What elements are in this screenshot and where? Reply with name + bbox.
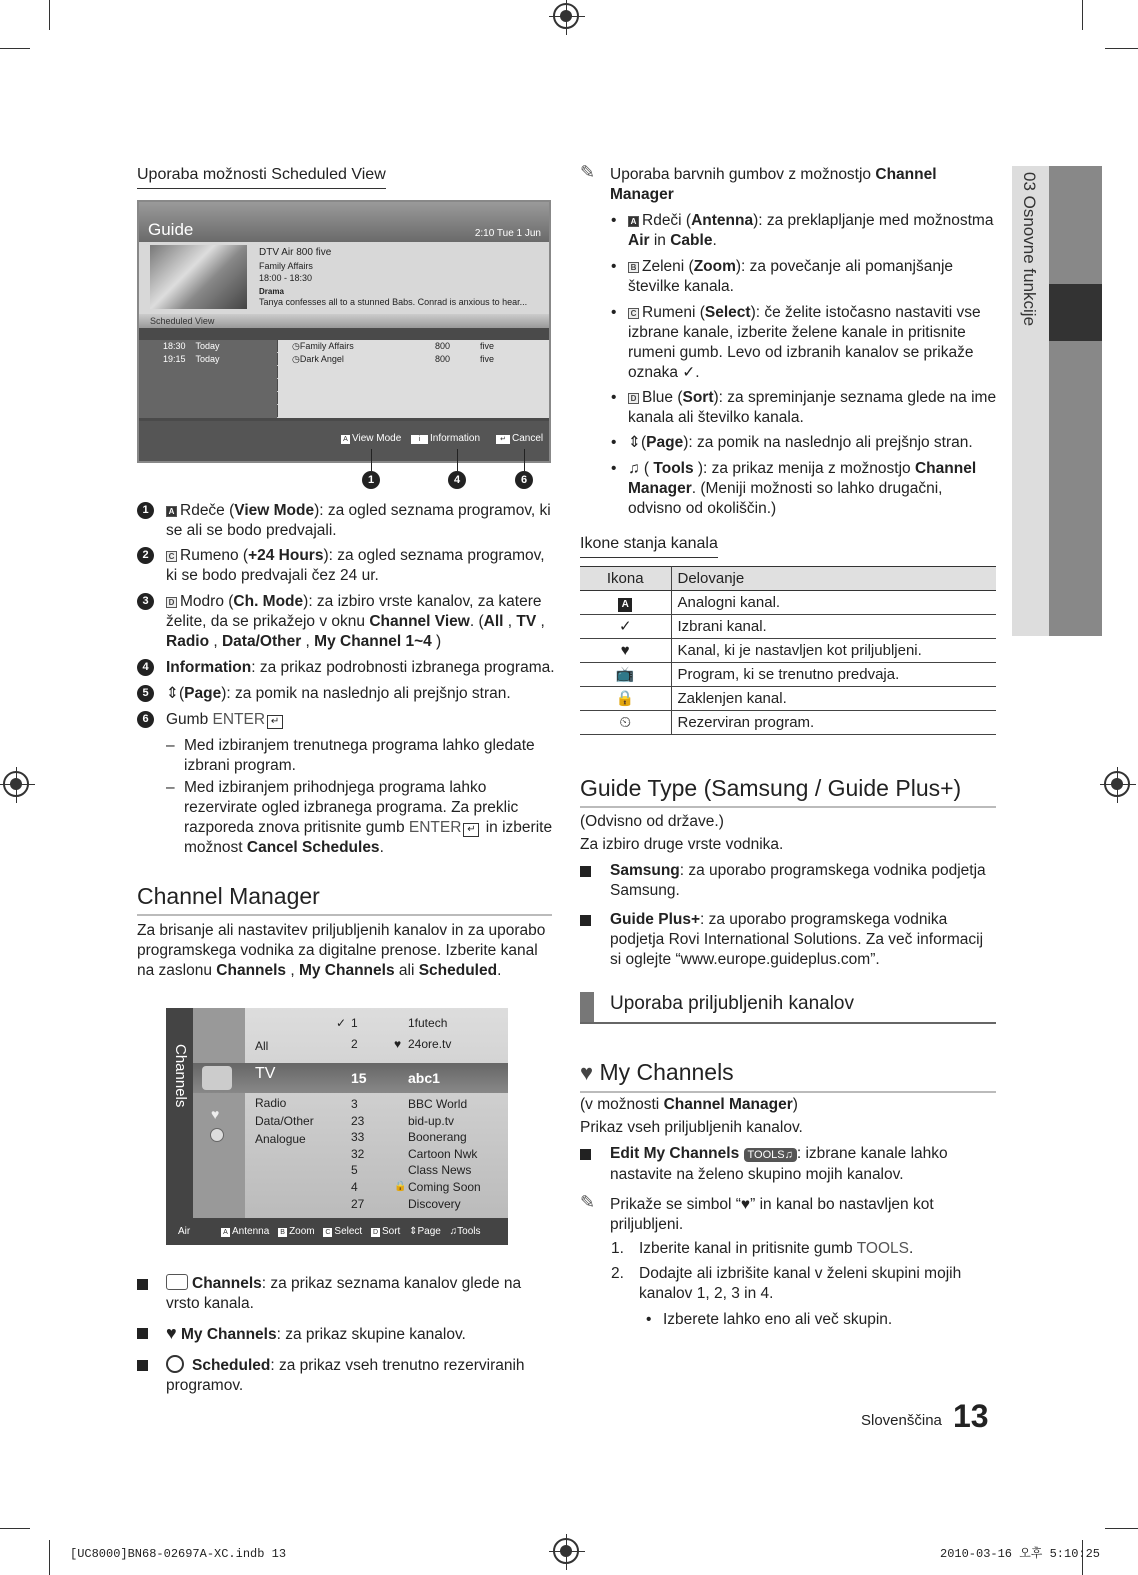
view-mode-button[interactable]: A View Mode bbox=[341, 429, 401, 449]
channels-icon bbox=[166, 1274, 188, 1290]
channel-name[interactable]: Discovery bbox=[408, 1196, 461, 1211]
note-icon: ✎ bbox=[580, 162, 596, 182]
chapter-label: 03 Osnovne funkcije bbox=[1020, 172, 1039, 327]
scheduled-view-bar: Scheduled View bbox=[139, 314, 549, 328]
channel-name[interactable]: Cartoon Nwk bbox=[408, 1146, 478, 1161]
tools-button: ♫Tools bbox=[449, 1226, 481, 1237]
crop-mark bbox=[1105, 1528, 1138, 1529]
table-row bbox=[580, 711, 996, 735]
list-item: 2 C Rumeno (+24 Hours): za ogled seznama programov, ki se bodo predvajali čez 24 ur. bbox=[166, 546, 551, 586]
bullet-my-channels: ♥ My Channels: za prikaz skupine kanalov. bbox=[137, 1323, 552, 1345]
callout-6: 6 bbox=[515, 471, 533, 489]
channel-number[interactable]: 5 bbox=[351, 1163, 358, 1178]
heart-icon: ♥ bbox=[620, 641, 630, 659]
my-channels-heading: ♥ My Channels bbox=[580, 1058, 996, 1093]
status-heading: Ikone stanja kanala bbox=[580, 534, 718, 558]
information-button[interactable]: i Information bbox=[411, 429, 480, 449]
channel-number[interactable]: 33 bbox=[351, 1130, 365, 1145]
clock-icon bbox=[166, 1355, 184, 1373]
channel-name[interactable]: Class News bbox=[408, 1163, 472, 1178]
dash-item: – Med izbiranjem prihodnjega programa lahko rezervirate ogled izbranega programa. Za preklic razporeda znova pritisnite gumb ENTER ↵ in izberite možnost Cancel Schedules. bbox=[184, 778, 554, 858]
paragraph: Prikaz vseh priljubljenih kanalov. bbox=[580, 1119, 803, 1136]
enter-icon: ↵ bbox=[267, 715, 283, 729]
paragraph: (v možnosti Channel Manager) bbox=[580, 1096, 798, 1113]
channels-button-bar: Air A Antenna B Zoom C Select D Sort ⇕Page ♫Tools bbox=[166, 1218, 508, 1245]
bullet-channels: Channels: za prikaz seznama kanalov glede na vrsto kanala. bbox=[137, 1274, 552, 1314]
channel-manager-text: Za brisanje ali nastavitev priljubljenih kanalov in za uporabo programskega vodnika za digitalne prenose. Izberite kanal na zaslonu Channels , My Channels ali Scheduled. bbox=[137, 922, 546, 979]
bullet-edit-my-channels: Edit My Channels TOOLS♫ : izbrane kanale lahko nastavite na želeno skupino mojih kanalov. bbox=[580, 1144, 998, 1185]
table-cell: Program, ki se trenutno predvaja. bbox=[671, 663, 996, 687]
section-heading: Uporaba možnosti Scheduled View bbox=[137, 165, 386, 189]
note: ✎ Uporaba barvnih gumbov z možnostjo Channel Manager bbox=[580, 162, 937, 203]
check-icon: ✓ bbox=[618, 617, 632, 635]
channel-name[interactable]: BBC World bbox=[408, 1097, 468, 1111]
step-2: 2. Dodajte ali izbrišite kanal v želeni skupini mojih kanalov 1, 2, 3 in 4. bbox=[611, 1265, 962, 1302]
channels-side-label: Channels bbox=[172, 1044, 189, 1108]
list-item: 6 Gumb ENTER ↵ bbox=[166, 710, 556, 730]
analog-icon: A bbox=[618, 598, 632, 612]
sub-bullet: • Izberete lahko eno ali več skupin. bbox=[663, 1310, 983, 1330]
heart-icon: ♥ bbox=[580, 1060, 594, 1085]
chapter-tab bbox=[1012, 166, 1102, 636]
crop-mark bbox=[49, 0, 50, 30]
footer-language: Slovenščina bbox=[861, 1412, 942, 1429]
bullet-item: • B Zeleni (Zoom): za povečanje ali pomanjšanje številke kanala. bbox=[628, 257, 998, 297]
bullet-scheduled: Scheduled: za prikaz vseh trenutno rezerviranih programov. bbox=[137, 1355, 552, 1396]
bullet-item: • C Rumeni (Select): če želite istočasno nastaviti vse izbrane kanale, izberite želene kanale in pritisnite rumeni gumb. Levo od izbranih kanalov se prikaže oznaka ✓. bbox=[628, 303, 998, 383]
crop-mark bbox=[1082, 0, 1083, 30]
paragraph: Za izbiro druge vrste vodnika. bbox=[580, 836, 784, 853]
heart-icon: ♥ bbox=[394, 1037, 402, 1051]
bullet-guide-plus: Guide Plus+: za uporabo programskega vodnika podjetja Rovi International Solutions. Za več informacij si oglejte “www.europe.guideplus.com”. bbox=[580, 910, 998, 970]
table-row bbox=[580, 639, 996, 663]
guide-type-heading: Guide Type (Samsung / Guide Plus+) bbox=[580, 774, 996, 808]
registration-mark-icon bbox=[553, 3, 579, 29]
table-cell: Zaklenjen kanal. bbox=[671, 687, 996, 711]
cancel-button[interactable]: ↵ Cancel bbox=[496, 429, 543, 449]
list-item: 1 A Rdeče (View Mode): za ogled seznama programov, ki se ali se bodo predvajali. bbox=[166, 501, 551, 541]
channel-number[interactable]: 3 bbox=[351, 1097, 358, 1111]
bullet-item: • ⇕(Page): za pomik na naslednjo ali prejšnjo stran. bbox=[628, 433, 998, 453]
color-key-icon: B bbox=[628, 262, 639, 273]
channel-number[interactable]: 27 bbox=[351, 1196, 365, 1211]
check-icon: ✓ bbox=[336, 1016, 347, 1030]
note-icon: ✎ bbox=[580, 1192, 596, 1212]
list-item: 4 Information: za prikaz podrobnosti izbranega programa. bbox=[166, 658, 556, 678]
table-row bbox=[580, 615, 996, 639]
heart-icon: ♥ bbox=[166, 1323, 177, 1343]
tools-button-icon: TOOLS♫ bbox=[744, 1148, 797, 1162]
schedule-row[interactable]: 18:30 Today ◷Family Affairs 800 five bbox=[139, 340, 549, 353]
select-button: C Select bbox=[325, 1226, 363, 1237]
tv-antenna-icon bbox=[202, 1066, 232, 1090]
list-item: 5 ⇕(Page): za pomik na naslednjo ali prejšnjo stran. bbox=[166, 684, 556, 704]
note: ✎ Prikaže se simbol “♥” in kanal bo nastavljen kot priljubljeni. bbox=[580, 1192, 934, 1233]
sort-button: D Sort bbox=[372, 1226, 401, 1237]
schedule-row[interactable]: 19:15 Today ◷Dark Angel 800 five bbox=[139, 353, 549, 366]
color-key-icon: D bbox=[628, 393, 639, 404]
crop-mark bbox=[0, 1528, 30, 1529]
enter-icon: ↵ bbox=[463, 823, 479, 837]
lock-icon: 🔒 bbox=[394, 1180, 407, 1192]
guide-screenshot: Guide 2:10 Tue 1 Jun DTV Air 800 five Family Affairs 18:00 - 18:30 Drama Tanya confesses all to a stunned Babs. Conrad is anxious to hear... Scheduled View 18:30 Today ◷Family Affairs 800 five 19:15 Today ◷Dark Angel 800 five A View Mode i Information ↵ Cancel bbox=[137, 200, 551, 463]
zoom-button: B Zoom bbox=[278, 1226, 315, 1237]
page-button: ⇕Page bbox=[409, 1226, 441, 1237]
registration-mark-icon bbox=[3, 771, 29, 797]
footer-file: [UC8000]BN68-02697A-XC.indb 13 bbox=[70, 1547, 287, 1561]
channel-name[interactable]: bid-up.tv bbox=[408, 1113, 455, 1128]
paragraph: (Odvisno od države.) bbox=[580, 813, 724, 830]
lock-icon: 🔒 bbox=[615, 689, 635, 707]
channel-number[interactable]: 23 bbox=[351, 1113, 365, 1128]
table-cell: Kanal, ki je nastavljen kot priljubljeni. bbox=[671, 639, 996, 663]
bullet-samsung: Samsung: za uporabo programskega vodnika podjetja Samsung. bbox=[580, 861, 998, 901]
dash-item: – Med izbiranjem trenutnega programa lahko gledate izbrani program. bbox=[184, 736, 554, 776]
registration-mark-icon bbox=[553, 1538, 579, 1564]
channel-manager-heading: Channel Manager bbox=[137, 882, 552, 916]
table-row bbox=[580, 591, 996, 615]
page-number: 13 bbox=[953, 1398, 989, 1434]
heart-icon: ♥ bbox=[211, 1106, 220, 1122]
step-1: 1. Izberite kanal in pritisnite gumb TOOLS. bbox=[611, 1240, 914, 1257]
channel-number[interactable]: 32 bbox=[351, 1146, 365, 1161]
color-key-icon: C bbox=[628, 308, 639, 319]
bullet-item: • ♫ ( Tools ): za prikaz menija z možnostjo Channel Manager. (Meniji možnosti so lahko drugačni, odvisno od okoliščin.) bbox=[628, 459, 998, 519]
antenna-button: A Antenna bbox=[221, 1226, 269, 1237]
channel-number[interactable]: 4 bbox=[351, 1179, 358, 1194]
channels-screenshot: Channels ♥ All TV Radio Data/Other Analogue ✓ 1 1futech 2 ♥ 24ore.tv 15 abc1 3 23 33 32 5 4 27 BBC World bid-up.tv Boonerang Cartoon Nwk Class News Coming Soon 🔒 Discovery Air A Antenna B Zoom C Select D Sort ⇕Page ♫Tools bbox=[166, 1008, 508, 1245]
list-item: 3 D Modro (Ch. Mode): za izbiro vrste kanalov, za katere želite, da se prikažejo v oknu Channel View. (All , TV , Radio , Data/Other , My Channel 1~4 ) bbox=[166, 592, 551, 652]
channel-name[interactable]: Boonerang bbox=[408, 1130, 467, 1145]
guide-time: 2:10 Tue 1 Jun bbox=[474, 228, 541, 239]
table-row bbox=[580, 687, 996, 711]
color-key-icon: A bbox=[628, 216, 639, 227]
channel-name[interactable]: Coming Soon 🔒 bbox=[394, 1179, 481, 1194]
footer-date: 2010-03-16 오후 5:10:25 bbox=[940, 1547, 1101, 1561]
bullet-item: • A Rdeči (Antenna): za preklapljanje med možnostma Air in Cable. bbox=[628, 211, 998, 251]
status-table: Ikona Delovanje A Analogni kanal. ✓ Izbrani kanal. ♥ Kanal, ki je nastavljen kot priljubljeni. 📺 Program, ki se trenutno predvaja. 🔒 Zaklenjen kanal. ⏲ Rezerviran program. bbox=[580, 566, 996, 735]
clock-icon: ⏲ bbox=[619, 713, 632, 731]
callout-1: 1 bbox=[362, 471, 380, 489]
table-cell: Analogni kanal. bbox=[671, 591, 996, 615]
crop-mark bbox=[0, 48, 30, 49]
program-thumbnail bbox=[150, 245, 247, 309]
table-row bbox=[580, 663, 996, 687]
clock-icon: ◷ bbox=[292, 354, 300, 364]
favorites-heading: Uporaba priljubljenih kanalov bbox=[580, 992, 996, 1024]
table-cell: Rezerviran program. bbox=[671, 711, 996, 735]
clock-icon bbox=[210, 1128, 224, 1142]
guide-title: Guide bbox=[148, 220, 194, 239]
bullet-item: • D Blue (Sort): za spreminjanje seznama glede na ime kanala ali številko kanala. bbox=[628, 388, 998, 428]
clock-icon: ◷ bbox=[292, 341, 300, 351]
crop-mark bbox=[49, 1540, 50, 1575]
tv-icon: 📺 bbox=[615, 665, 635, 683]
registration-mark-icon bbox=[1104, 771, 1130, 797]
crop-mark bbox=[1105, 48, 1138, 49]
callout-4: 4 bbox=[448, 471, 466, 489]
table-cell: Izbrani kanal. bbox=[671, 615, 996, 639]
